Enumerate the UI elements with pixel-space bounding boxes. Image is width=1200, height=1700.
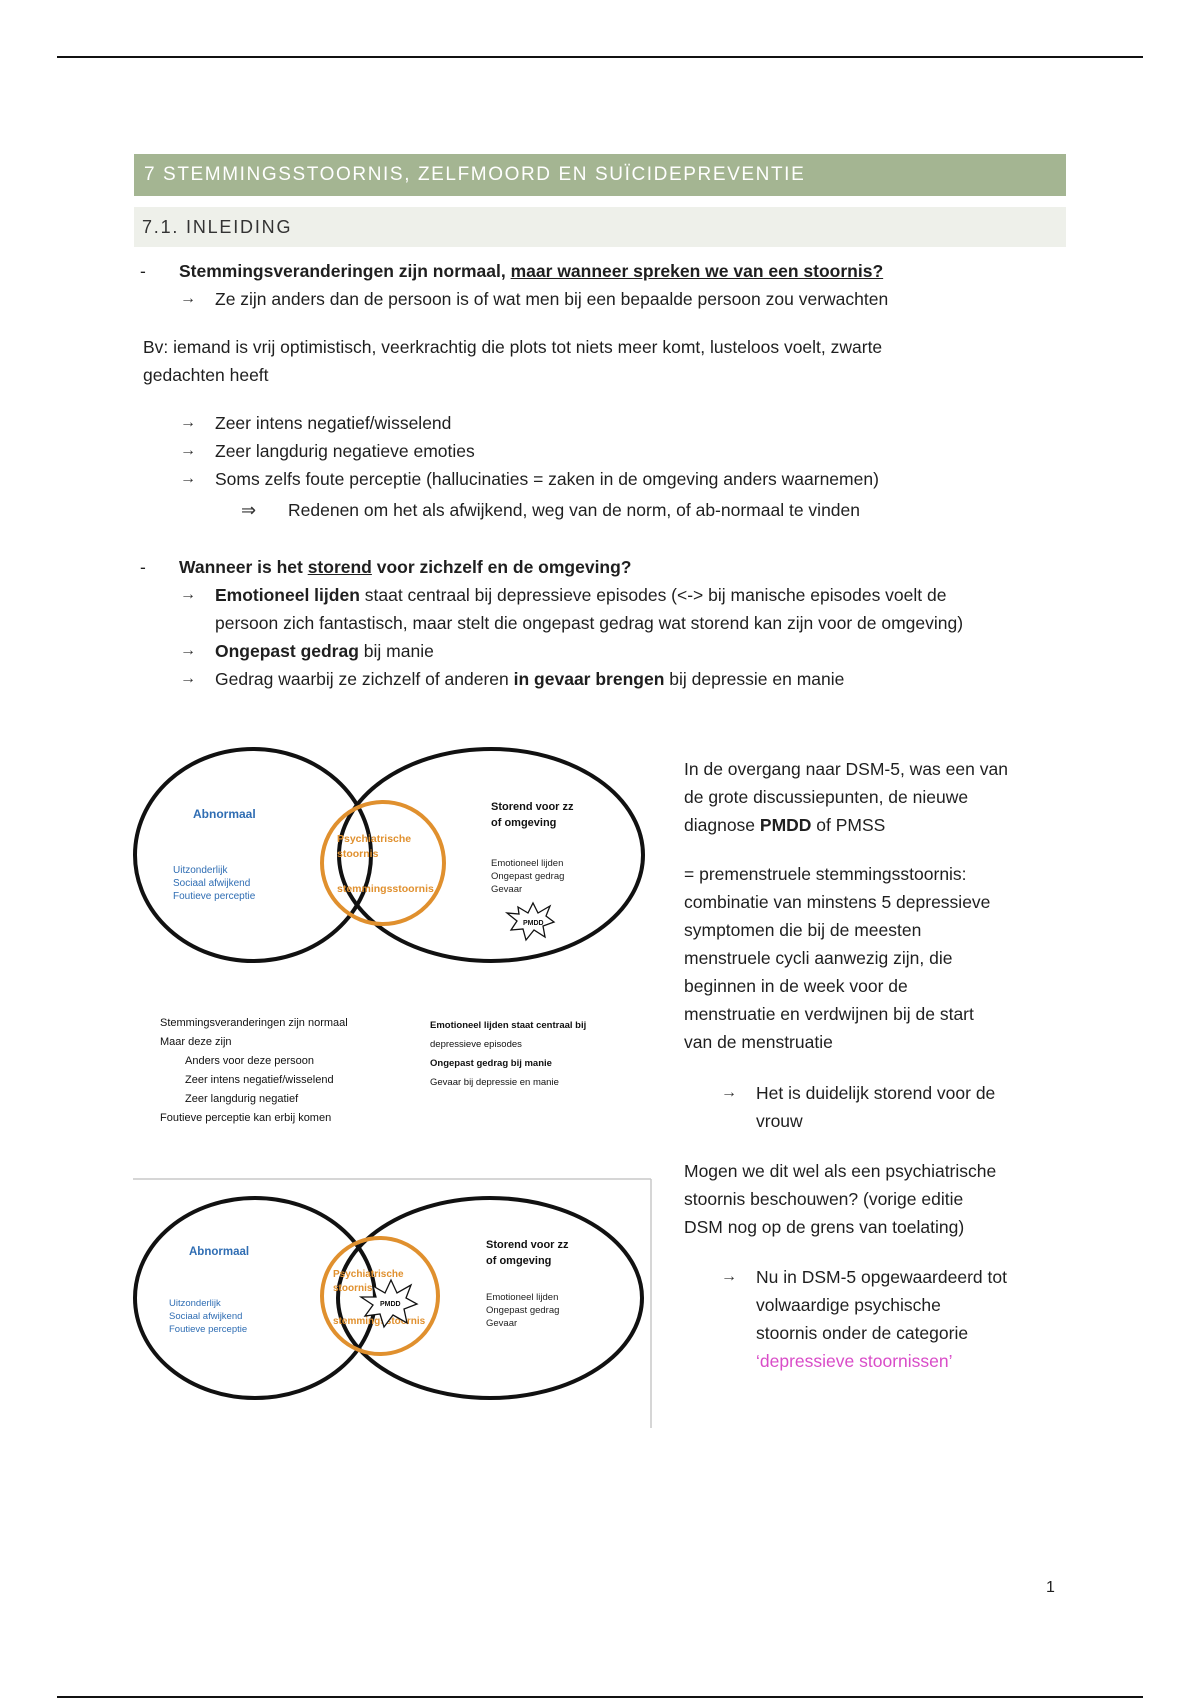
side-para3-line: stoornis beschouwen? (vorige editie xyxy=(684,1189,964,1209)
right-item: Gevaar xyxy=(486,1318,518,1329)
side-para2-line: = premenstruele stemmingsstoornis: xyxy=(684,864,967,884)
abnormal-ellipse xyxy=(135,749,371,961)
side-arrow2-line: volwaardige psychische xyxy=(756,1295,941,1315)
right-item: Ongepast gedrag xyxy=(491,871,565,882)
left-item: Uitzonderlijk xyxy=(169,1298,221,1309)
bottom-rule xyxy=(57,1696,1143,1698)
section-heading: 7.1. INLEIDING xyxy=(134,207,1066,247)
center-label: stemmingsstoornis xyxy=(337,883,434,895)
side-para1-line: In de overgang naar DSM-5, was een van xyxy=(684,759,1008,779)
right-item: Emotioneel lijden xyxy=(486,1292,559,1303)
side-para1-line: de grote discussiepunten, de nieuwe xyxy=(684,787,969,807)
example-line-1: Bv: iemand is vrij optimistisch, veerkrachtig die plots tot niets meer komt, lusteloos voelt, zwarte xyxy=(143,337,883,357)
side-para2-line: van de menstruatie xyxy=(684,1032,833,1052)
left-item: Sociaal afwijkend xyxy=(169,1311,243,1322)
side-para2-line: combinatie van minstens 5 depressieve xyxy=(684,892,991,912)
center-label: Psychiatrische xyxy=(337,833,412,845)
arrow-icon: → xyxy=(180,586,196,603)
note-left: Maar deze zijn xyxy=(160,1036,232,1048)
note-right: depressieve episodes xyxy=(430,1039,522,1050)
note-right: Gevaar bij depressie en manie xyxy=(430,1077,559,1088)
side-arrow2-line: stoornis onder de categorie xyxy=(756,1323,969,1343)
left-item: Foutieve perceptie xyxy=(169,1324,248,1335)
note-left: Stemmingsveranderingen zijn normaal xyxy=(160,1017,348,1029)
arrow-icon: → xyxy=(721,1084,737,1101)
center-label: Psychiatrische xyxy=(333,1269,404,1280)
note-left: Zeer intens negatief/wisselend xyxy=(185,1074,334,1086)
side-arrow2-line: Nu in DSM-5 opgewaardeerd tot xyxy=(756,1267,1007,1287)
side-arrow1-line: Het is duidelijk storend voor de xyxy=(756,1083,996,1103)
intro-point: Zeer langdurig negatieve emoties xyxy=(215,441,475,461)
disturbing-ellipse xyxy=(339,749,643,961)
right-title: Storend voor zz xyxy=(491,801,574,813)
disturb-point-2: Ongepast gedrag bij manie xyxy=(215,641,434,661)
disturb-point-1-cont: persoon zich fantastisch, maar stelt die ongepast gedrag wat storend kan zijn voor de omgeving) xyxy=(215,613,964,633)
note-right: Ongepast gedrag bij manie xyxy=(430,1058,552,1069)
venn-diagram-2 xyxy=(133,1178,653,1430)
note-left: Zeer langdurig negatief xyxy=(185,1093,299,1105)
double-arrow-icon: ⇒ xyxy=(241,500,257,520)
intro-answer: Ze zijn anders dan de persoon is of wat men bij een bepaalde persoon zou verwachten xyxy=(215,289,889,309)
intro-point: Zeer intens negatief/wisselend xyxy=(215,413,452,433)
center-label: stemmingsstoornis xyxy=(333,1316,426,1327)
burst-label: PMDD xyxy=(523,920,544,927)
center-label: stoornis xyxy=(337,848,379,860)
right-title: of omgeving xyxy=(486,1255,552,1267)
arrow-icon: → xyxy=(180,670,196,687)
side-para3-line: DSM nog op de grens van toelating) xyxy=(684,1217,965,1237)
arrow-icon: → xyxy=(180,290,196,307)
note-right: Emotioneel lijden staat centraal bij xyxy=(430,1020,587,1031)
side-para1-line: diagnose PMDD of PMSS xyxy=(684,815,886,835)
disturb-point-1: Emotioneel lijden staat centraal bij depressieve episodes (<-> bij manische episodes voelt de xyxy=(215,585,947,605)
right-title: of omgeving xyxy=(491,817,557,829)
right-item: Emotioneel lijden xyxy=(491,858,564,869)
center-label: stoornis xyxy=(333,1283,373,1294)
side-para2-line: menstruele cycli aanwezig zijn, die xyxy=(684,948,953,968)
arrow-icon: → xyxy=(180,642,196,659)
arrow-icon: → xyxy=(180,442,196,459)
category-label: ‘depressieve stoornissen’ xyxy=(756,1351,953,1371)
arrow-icon: → xyxy=(180,470,196,487)
side-para2-line: beginnen in de week voor de xyxy=(684,976,908,996)
bullet-dash: - xyxy=(140,261,146,281)
bullet-dash: - xyxy=(140,557,146,577)
abnormal-label: Abnormaal xyxy=(189,1246,250,1258)
left-item: Foutieve perceptie xyxy=(173,891,256,902)
abnormal-label: Abnormaal xyxy=(193,807,256,821)
example-line-2: gedachten heeft xyxy=(143,365,269,385)
right-title: Storend voor zz xyxy=(486,1239,569,1251)
side-para2-line: menstruatie en verdwijnen bij de start xyxy=(684,1004,974,1024)
disturb-question: Wanneer is het storend voor zichzelf en de omgeving? xyxy=(179,557,632,577)
chapter-heading: 7 STEMMINGSSTOORNIS, ZELFMOORD EN SUÏCIDEPREVENTIE xyxy=(134,154,1066,196)
side-para3-line: Mogen we dit wel als een psychiatrische xyxy=(684,1161,997,1181)
intro-question: Stemmingsveranderingen zijn normaal, maar wanneer spreken we van een stoornis? xyxy=(179,261,884,281)
notes-panel xyxy=(150,1010,620,1135)
note-left: Anders voor deze persoon xyxy=(185,1055,315,1067)
right-item: Gevaar xyxy=(491,884,523,895)
top-rule xyxy=(57,56,1143,58)
left-item: Sociaal afwijkend xyxy=(173,878,251,889)
arrow-icon: → xyxy=(180,414,196,431)
venn-diagram-1 xyxy=(133,740,663,980)
burst-label: PMDD xyxy=(380,1301,401,1308)
intro-point: Soms zelfs foute perceptie (hallucinaties = zaken in de omgeving anders waarnemen) xyxy=(215,469,879,489)
side-arrow1-line: vrouw xyxy=(756,1111,803,1131)
left-item: Uitzonderlijk xyxy=(173,865,228,876)
intro-conclusion: Redenen om het als afwijkend, weg van de norm, of ab-normaal te vinden xyxy=(288,500,860,520)
side-para2-line: symptomen die bij de meesten xyxy=(684,920,922,940)
disturb-point-3: Gedrag waarbij ze zichzelf of anderen in gevaar brengen bij depressie en manie xyxy=(215,669,845,689)
page-number: 1 xyxy=(1046,1579,1055,1596)
note-left: Foutieve perceptie kan erbij komen xyxy=(160,1112,332,1124)
right-item: Ongepast gedrag xyxy=(486,1305,560,1316)
arrow-icon: → xyxy=(721,1268,737,1285)
